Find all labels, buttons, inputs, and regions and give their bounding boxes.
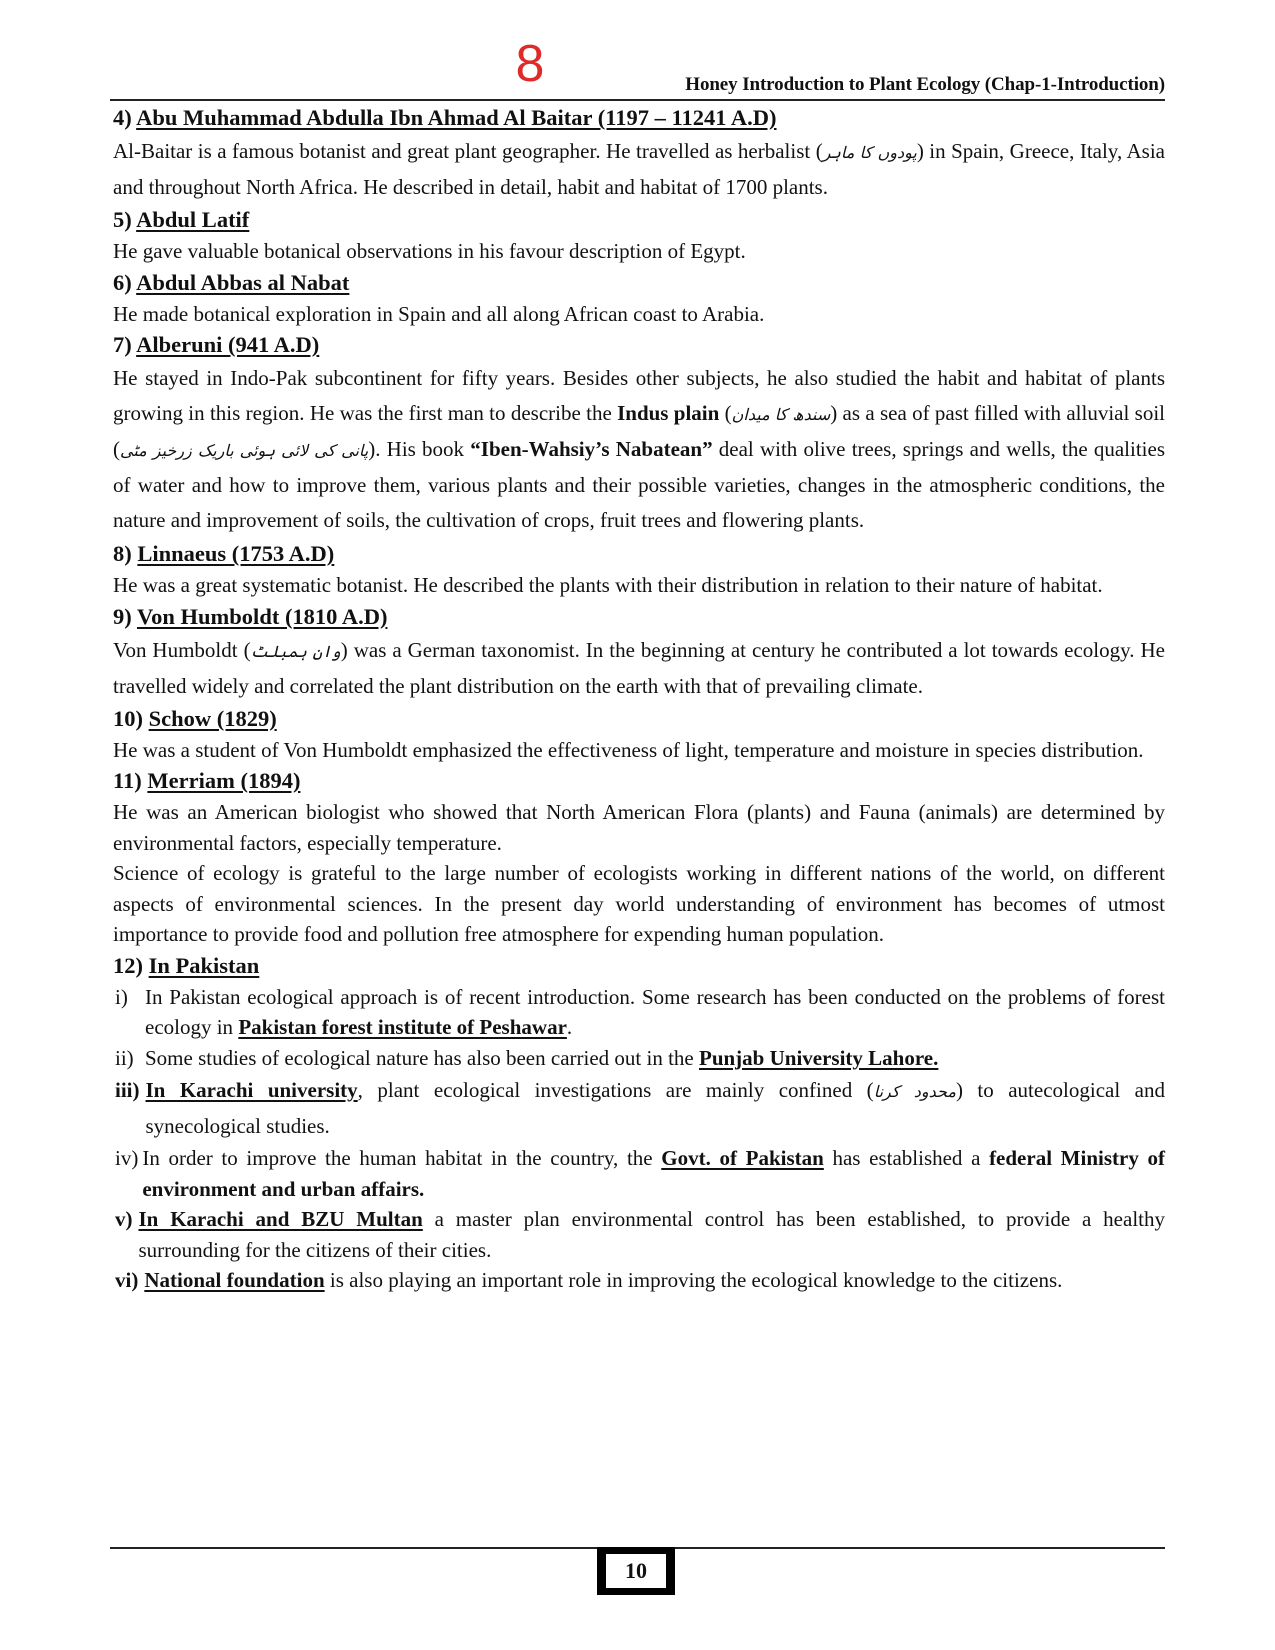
- urdu-gloss: وان ہمبلٹ: [250, 641, 341, 661]
- section-title: Von Humboldt (1810 A.D): [136, 603, 388, 629]
- body-text: Some studies of ecological nature has also been carried out in the: [145, 1045, 699, 1070]
- section-heading-merriam: [113, 765, 1165, 797]
- body-text: ) to autecological and synecological studies.: [145, 1078, 1165, 1138]
- list-item-iii: [113, 1073, 1165, 1143]
- body-text: In Pakistan ecological approach is of recent introduction. Some research has been conducted on the problems of forest ecology in: [145, 984, 1165, 1039]
- section-title: Alberuni (941 A.D): [136, 332, 320, 357]
- body-text: In order to improve the human habitat in the country, the: [142, 1146, 662, 1170]
- body-text: .: [566, 1015, 573, 1039]
- body-text: ) was a German taxonomist. In the beginning at century he contributed a lot towards ecology. He travelled widely and correlated the plant distribution on the earth with that of prevailing climate.: [113, 637, 1165, 698]
- section-number: 6): [113, 269, 132, 295]
- list-item-iv: [113, 1143, 1165, 1204]
- section-number: 9): [113, 603, 132, 629]
- header-rule: [110, 99, 1165, 101]
- section-heading-alberuni: [113, 329, 1165, 361]
- section-title: Schow (1829): [148, 705, 277, 731]
- institution-name: National foundation: [144, 1268, 325, 1292]
- institution-name: Pakistan forest institute of Peshawar: [238, 1015, 567, 1039]
- section-heading-abdul-abbas: [113, 267, 1165, 299]
- bold-book-title: “Iben-Wahsiy’s Nabatean”: [470, 437, 713, 461]
- body-text: ) in Spain, Greece, Italy, Asia and throughout North Africa. He described in detail, habit and habitat of 1700 plants.: [113, 139, 1166, 199]
- section-title: Linnaeus (1753 A.D): [137, 541, 335, 566]
- section-heading-linnaeus: [113, 538, 1165, 570]
- list-marker: iv): [115, 1146, 139, 1170]
- section-title: Abdul Abbas al Nabat: [136, 269, 350, 295]
- institution-name: In Karachi and BZU Multan: [138, 1207, 423, 1231]
- page-number: 10: [605, 1553, 667, 1589]
- section-heading-von-humboldt: [113, 601, 1165, 633]
- body-text: has established a: [823, 1146, 990, 1170]
- urdu-gloss: محدود کرنا: [873, 1082, 956, 1101]
- list-marker: i): [115, 984, 128, 1009]
- section-number: 8): [113, 541, 132, 566]
- body-text: Von Humboldt (: [113, 637, 251, 662]
- section-heading-schow: [113, 703, 1165, 735]
- body-text: deal with olive trees, springs and wells, the qualities of water and how to improve them, various plants and their possible varieties, changes in the atmospheric conditions, the nature and improvement of soils, the cultivation of crops, fruit trees and flowering plants.: [113, 437, 1165, 532]
- section-heading-abdul-latif: [113, 204, 1165, 236]
- list-marker: vi): [115, 1268, 139, 1292]
- body-text: , plant ecological investigations are mainly confined (: [357, 1078, 874, 1102]
- institution-name: Govt. of Pakistan: [661, 1146, 824, 1170]
- section-body-abdul-latif: He gave valuable botanical observations in his favour description of Egypt.: [113, 239, 746, 263]
- page-marker: 8: [515, 35, 545, 93]
- section-title: Abu Muhammad Abdulla Ibn Ahmad Al Baitar (1197 – 11241 A.D): [136, 105, 777, 130]
- bold-term: federal Ministry of environment and urban affairs.: [142, 1146, 1165, 1201]
- list-marker: v): [115, 1207, 133, 1231]
- body-text: a master plan environmental control has been established, to provide a healthy surrounding for the citizens of their cities.: [138, 1207, 1165, 1262]
- section-body-abdul-abbas: He made botanical exploration in Spain and all along African coast to Arabia.: [113, 301, 765, 326]
- list-item-i: [113, 982, 1165, 1043]
- urdu-gloss: پودوں کا ماہر: [822, 143, 917, 162]
- section-number: 7): [113, 332, 132, 357]
- urdu-gloss: سندھ کا میدان: [731, 405, 831, 424]
- body-text: He stayed in Indo-Pak subcontinent for fifty years. Besides other subjects, he also studied the habit and habitat of plants growing in this region. He was the first man to describe the: [113, 366, 1165, 425]
- body-text: ) as a sea of past filled with alluvial soil (: [113, 401, 1165, 461]
- section-body-ecology-summary: Science of ecology is grateful to the large number of ecologists working in different nations of the world, on different aspects of environmental sciences. In the present day world understanding of environment has becomes of utmost importance to provide food and pollution free atmosphere for expending human population.: [113, 861, 1165, 946]
- institution-name: In Karachi university: [145, 1078, 358, 1102]
- section-heading-al-baitar: [113, 102, 1165, 134]
- urdu-gloss: پانی کی لائی ہوئی باریک زرخیز مٹی: [120, 441, 369, 460]
- section-body-merriam: He was an American biologist who showed that North American Flora (plants) and Fauna (animals) are determined by environmental factors, especially temperature.: [113, 800, 1165, 855]
- list-item-ii: [113, 1043, 1165, 1074]
- section-heading-in-pakistan: [113, 950, 1165, 982]
- institution-name: Punjab University Lahore.: [699, 1045, 939, 1070]
- body-text: Al-Baitar is a famous botanist and great plant geographer. He travelled as herbalist (: [113, 139, 823, 163]
- page-content: [113, 102, 1165, 1296]
- section-number: 5): [113, 207, 132, 232]
- list-marker: iii): [115, 1078, 140, 1102]
- body-text: (: [719, 401, 732, 425]
- list-marker: ii): [115, 1045, 134, 1070]
- section-number: 4): [113, 105, 132, 130]
- body-text: is also playing an important role in improving the ecological knowledge to the citizens.: [324, 1268, 1063, 1292]
- section-number: 12): [113, 952, 143, 978]
- section-body-alberuni: [113, 361, 1165, 538]
- section-number: 10): [113, 705, 143, 731]
- section-body-schow: He was a student of Von Humboldt emphasized the effectiveness of light, temperature and moisture in species distribution.: [113, 737, 1144, 762]
- bold-term: Indus plain: [617, 401, 720, 425]
- running-header-title: Honey Introduction to Plant Ecology (Chap-1-Introduction): [685, 74, 1165, 95]
- section-title: Merriam (1894): [147, 768, 301, 793]
- section-body-linnaeus: He was a great systematic botanist. He described the plants with their distribution in relation to their nature of habitat.: [113, 573, 1103, 597]
- section-number: 11): [113, 768, 142, 793]
- section-body-von-humboldt: [113, 633, 1165, 703]
- section-title: Abdul Latif: [136, 207, 250, 232]
- page-number-box: [597, 1547, 675, 1595]
- list-item-vi: [113, 1265, 1165, 1296]
- section-title: In Pakistan: [148, 952, 260, 978]
- list-item-v: [113, 1204, 1165, 1265]
- body-text: ). His book: [368, 437, 471, 461]
- section-body-al-baitar: [113, 134, 1165, 204]
